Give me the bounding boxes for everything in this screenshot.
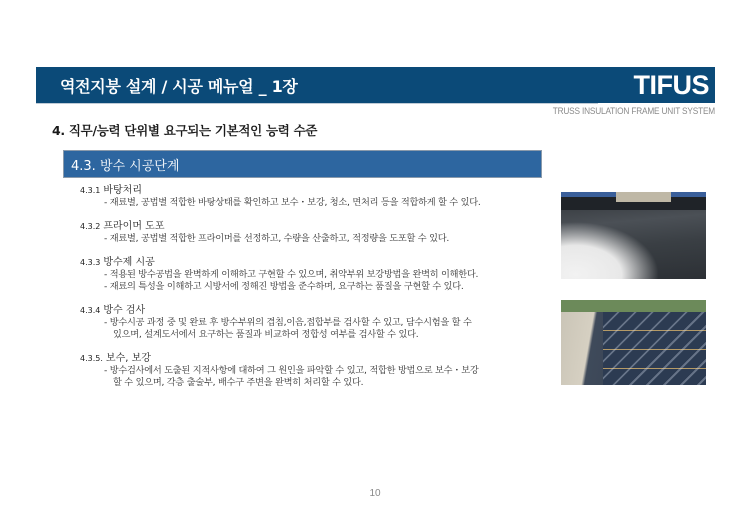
item-description: - 방수검사에서 도출된 지적사항에 대하여 그 원인을 파악할 수 있고, 적합한 방법으로 보수・보강 [104, 365, 479, 376]
item-title: 프라이머 도포 [103, 221, 165, 232]
list-item [80, 184, 550, 209]
logo [598, 67, 715, 103]
roof-membrane-photo [561, 300, 706, 385]
item-title: 방수제 시공 [103, 257, 155, 268]
title-bar [36, 67, 598, 104]
item-list [80, 184, 550, 400]
item-title: 방수 검사 [103, 305, 146, 316]
list-item [80, 352, 550, 389]
list-item [80, 304, 550, 341]
item-description: - 재료별, 공법별 적합한 프라이머를 선정하고, 수량을 산출하고, 적정량을 도포할 수 있다. [104, 233, 450, 244]
item-description: - 재료의 특성을 이해하고 시방서에 정해진 방법을 준수하며, 요구하는 품질을 구현할 수 있다. [104, 281, 464, 292]
document-title: 역전지붕 설계 / 시공 메뉴얼 _ 1장 [60, 77, 298, 96]
logo-subtitle: TRUSS INSULATION FRAME UNIT SYSTEM [552, 106, 715, 116]
item-description: - 적용된 방수공법을 완벽하게 이해하고 구현할 수 있으며, 취약부위 보강방법을 완벽히 이해한다. [104, 269, 479, 280]
item-title: 보수, 보강 [105, 353, 151, 364]
roof-waterproofing-photo [561, 192, 706, 279]
item-number: 4.3.5. [80, 354, 103, 363]
item-number: 4.3.1 [80, 186, 101, 195]
item-number: 4.3.2 [80, 222, 101, 231]
item-description: 할 수 있으며, 각층 출술부, 배수구 주변을 완벽히 처리할 수 있다. [113, 377, 364, 388]
item-number: 4.3.4 [80, 306, 101, 315]
item-title: 바탕처리 [103, 185, 142, 196]
list-item [80, 220, 550, 245]
subsection-title: 4.3. 방수 시공단계 [71, 159, 180, 174]
item-description: 있으며, 설계도서에서 요구하는 품질과 비교하여 정합성 여부를 검사할 수 있다. [113, 329, 419, 340]
page-number: 10 [369, 488, 381, 499]
item-number: 4.3.3 [80, 258, 101, 267]
item-description: - 방수시공 과정 중 및 완료 후 방수부위의 겹침,이음,접합부를 검사할 수 있고, 담수시험을 할 수 [104, 317, 472, 328]
subsection-bar [63, 150, 542, 178]
list-item [80, 256, 550, 293]
item-description: - 재료별, 공법별 적합한 바탕상태를 확인하고 보수・보강, 청소, 면처리 등을 적합하게 할 수 있다. [104, 197, 481, 208]
logo-text: TIFUS [633, 70, 709, 100]
section-heading: 4. 직무/능력 단위별 요구되는 기본적인 능력 수준 [52, 123, 318, 138]
